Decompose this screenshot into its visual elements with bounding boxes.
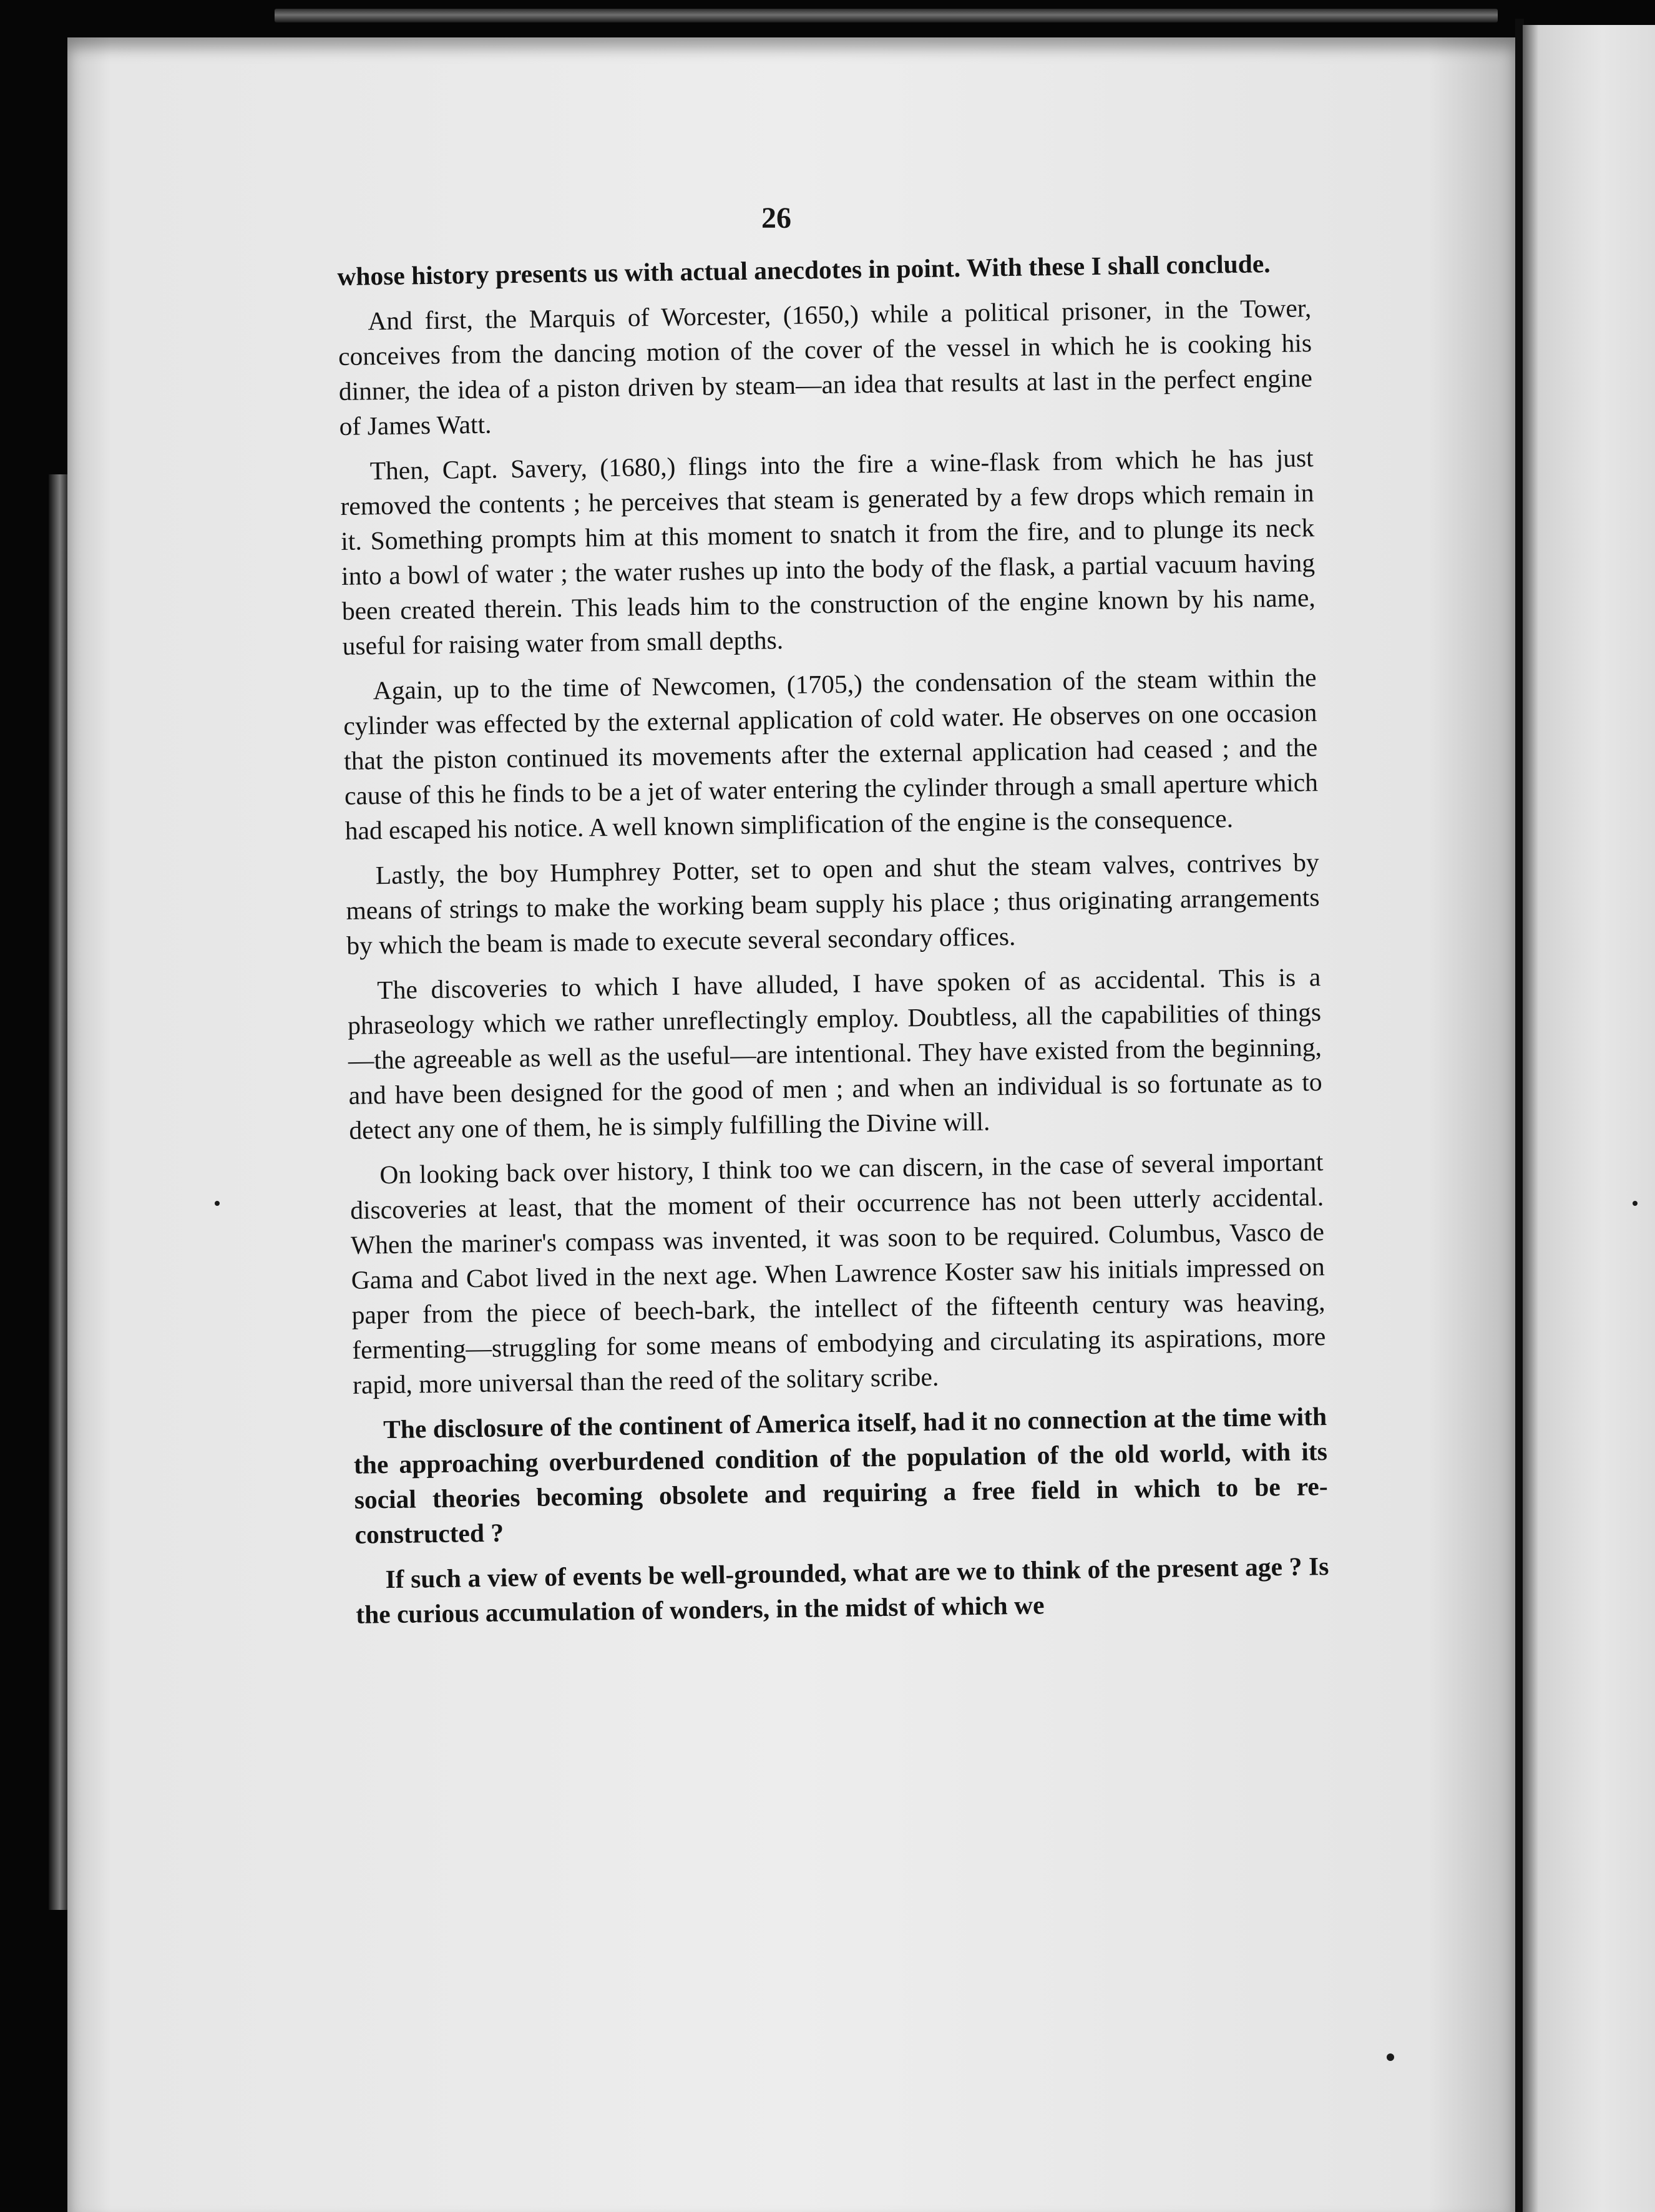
body-text — [337, 245, 1330, 1642]
ink-speck — [1633, 1201, 1638, 1206]
ink-speck — [1387, 2053, 1394, 2061]
scan-top-edge — [275, 9, 1498, 22]
paragraph: On looking back over history, I think too we can discern, in the case of several important discoveries at least, that the moment of their occurrence has not been utterly accidental. When the mariner's compass was invented, it was soon to be required. Columbus, Vasco de Gama and Cabot lived in the next age. When Lawrence Koster saw his initials impressed on paper from the piece of beech-bark, the intellect of the fifteenth century was heaving, fermenting—struggling for some means of embodying and circulating its aspirations, more rapid, more universal than the reed of the solitary scribe. — [349, 1147, 1326, 1399]
paragraph: The discoveries to which I have alluded, I have spoken of as accidental. This is a phraseology which we rather unreflectingly employ. Doubtless, all the capabilities of things—the agreeable as well as the useful—are intentional. They have existed from the beginning, and have been designed for the good of men ; and when an individual is so fortunate as to detect any one of them, he is simply fulfilling the Divine will. — [347, 962, 1322, 1145]
paragraph: If such a view of events be well-grounded, what are we to think of the present age ? Is the curious accumulation of wonders, in the midst of which we — [356, 1552, 1329, 1629]
paragraph: Again, up to the time of Newcomen, (1705,) the condensation of the steam within the cylinder was effected by the external application of cold water. He observes on one occasion that the piston continued its movements after the external application had ceased ; and the cause of this he finds to be a jet of water entering the cylinder through a small aperture which had escaped his notice. A well known simplification of the engine is the consequence. — [343, 663, 1319, 845]
ink-speck — [215, 1201, 220, 1206]
paragraph: Lastly, the boy Humphrey Potter, set to open and shut the steam valves, contrives by means of strings to make the working beam supply his place ; thus originating arrangements by which the beam is made to execute several secondary offices. — [346, 848, 1320, 960]
paragraph: whose history presents us with actual anecdotes in point. With these I shall conclude. — [337, 249, 1271, 291]
page-number: 26 — [761, 202, 791, 235]
paragraph: The disclosure of the continent of America itself, had it no connection at the time with the approaching overburdened condition of the population of the old world, with its social theories becoming obsolete and requiring a free field in which to be re-constructed ? — [353, 1402, 1328, 1549]
paragraph: Then, Capt. Savery, (1680,) flings into the fire a wine-flask from which he has just removed the contents ; he perceives that steam is generated by a few drops which remain in it. Something prompts him at this moment to snatch it from the fire, and to plunge its neck into a bowl of water ; the water rushes up into the body of the flask, a partial vacuum having been created therein. This leads him to the construction of the engine known by his name, useful for raising water from small depths. — [340, 443, 1316, 660]
scan-left-edge — [49, 474, 67, 1910]
paragraph: And first, the Marquis of Worcester, (1650,) while a political prisoner, in the Tower, conceives from the dancing motion of the cover of the vessel in which he is cooking his dinner, the idea of a piston driven by steam—an idea that results at last in the perfect engine of James Watt. — [338, 293, 1313, 441]
adjacent-page-edge — [1523, 25, 1655, 2212]
